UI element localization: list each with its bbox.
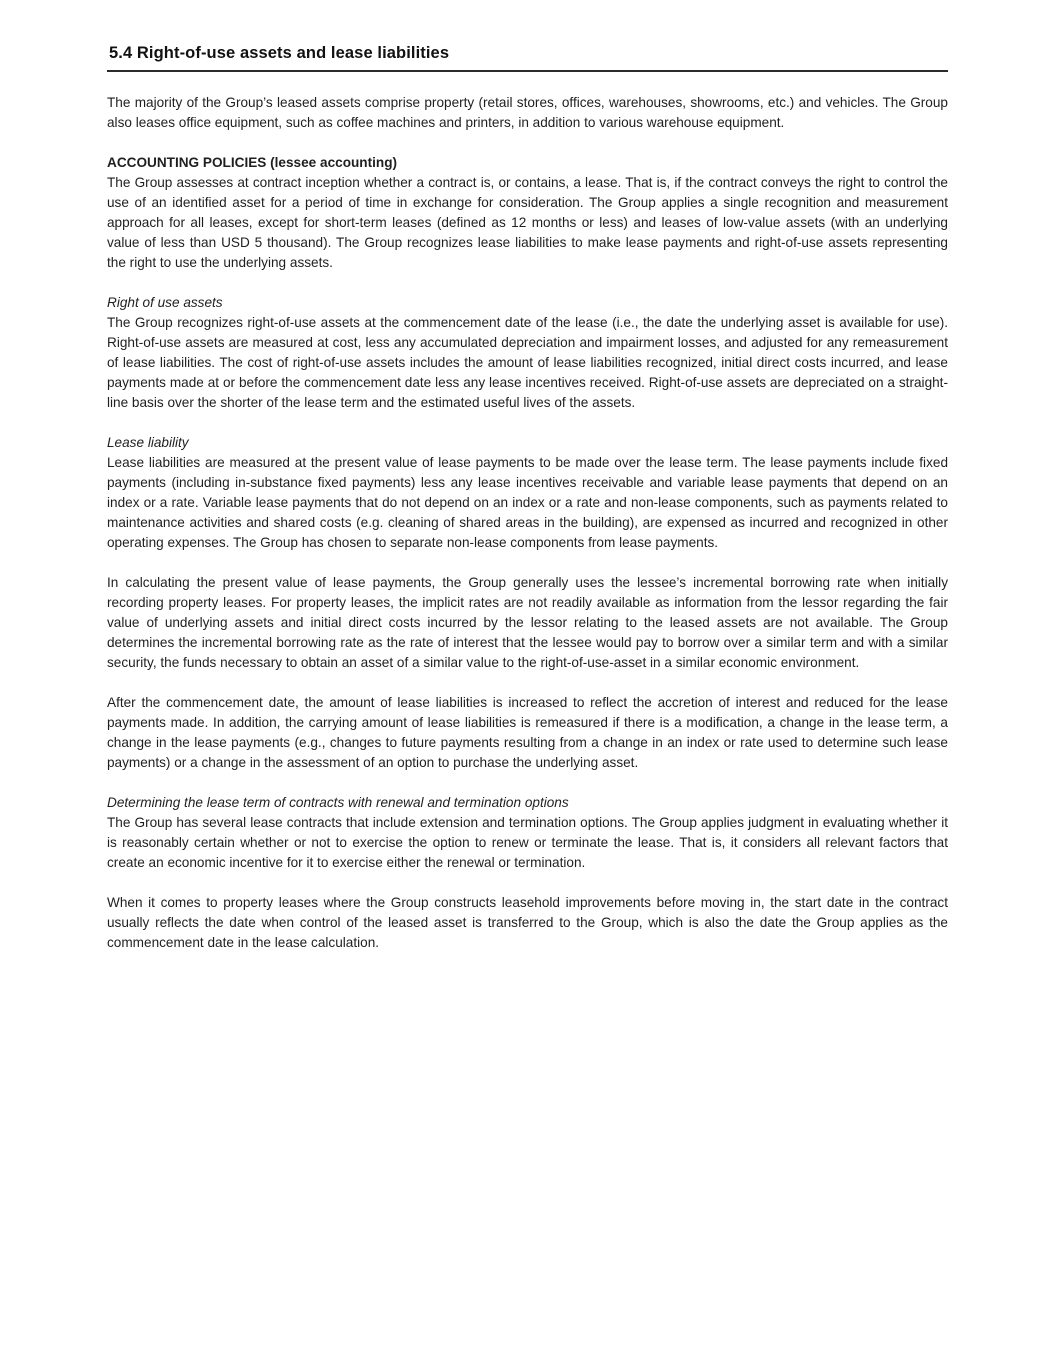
section-lease-liability (107, 433, 948, 773)
lease-liability-paragraph-1: Lease liabilities are measured at the present value of lease payments to be made over the lease term. The lease payments include fixed payments (including in-substance fixed payments) less any lease incentives receivable and variable lease payments that depend on an index or a rate. Variable lease payments that do not depend on an index or a rate and non-lease components, such as payments related to maintenance activities and shared costs (e.g. cleaning of shared areas in the building), are expensed as incurred and recognized in other operating expenses. The Group has chosen to separate non-lease components from lease payments. (107, 455, 948, 550)
intro-paragraph: The majority of the Group’s leased assets comprise property (retail stores, offices, warehouses, showrooms, etc.) and vehicles. The Group also leases office equipment, such as coffee machines and printers, in addition to various warehouse equipment. (107, 95, 948, 130)
determining-lease-term-paragraph-2: When it comes to property leases where the Group constructs leasehold improvements before moving in, the start date in the contract usually reflects the date when control of the leased asset is transferred to the Group, which is also the date the Group applies as the commencement date in the lease calculation. (107, 895, 948, 950)
lease-liability-paragraph-2: In calculating the present value of lease payments, the Group generally uses the lessee’s incremental borrowing rate when initially recording property leases. For property leases, the implicit rates are not readily available as information from the lessor regarding the fair value of underlying assets and initial direct costs incurred by the lessor relating to the leased assets are not available. The Group determines the incremental borrowing rate as the rate of interest that the lessee would pay to borrow over a similar term and with a similar security, the funds necessary to obtain an asset of a similar value to the right-of-use-asset in a similar economic environment. (107, 575, 948, 670)
section-right-of-use-assets (107, 293, 948, 413)
lease-liability-heading: Lease liability (107, 435, 189, 450)
right-of-use-assets-paragraph: The Group recognizes right-of-use assets at the commencement date of the lease (i.e., the date the underlying asset is available for use). Right-of-use assets are measured at cost, less any accumulated depreciation and impairment losses, and adjusted for any remeasurement of lease liabilities. The cost of right-of-use assets includes the amount of lease liabilities recognized, initial direct costs incurred, and lease payments made at or before the commencement date less any lease incentives received. Right-of-use assets are depreciated on a straight-line basis over the shorter of the lease term and the estimated useful lives of the assets. (107, 315, 948, 410)
section-determining-lease-term (107, 793, 948, 953)
right-of-use-assets-heading: Right of use assets (107, 295, 223, 310)
determining-lease-term-heading: Determining the lease term of contracts with renewal and termination options (107, 795, 569, 810)
accounting-policies-heading: ACCOUNTING POLICIES (lessee accounting) (107, 155, 398, 170)
document-body (107, 93, 948, 953)
lease-liability-paragraph-3: After the commencement date, the amount of lease liabilities is increased to reflect the accretion of interest and reduced for the lease payments made. In addition, the carrying amount of lease liabilities is remeasured if there is a modification, a change in the lease term, a change in the lease payments (e.g., changes to future payments resulting from a change in an index or rate used to determine such lease payments) or a change in the assessment of an option to purchase the underlying asset. (107, 695, 948, 770)
accounting-policies-paragraph: The Group assesses at contract inception whether a contract is, or contains, a lease. That is, if the contract conveys the right to control the use of an identified asset for a period of time in exchange for consideration. The Group applies a single recognition and measurement approach for all leases, except for short-term leases (defined as 12 months or less) and leases of low-value assets (with an underlying value of less than USD 5 thousand). The Group recognizes lease liabilities to make lease payments and right-of-use assets representing the right to use the underlying assets. (107, 175, 948, 270)
determining-lease-term-paragraph-1: The Group has several lease contracts that include extension and termination options. The Group applies judgment in evaluating whether it is reasonably certain whether or not to exercise the option to renew or terminate the lease. That is, it considers all relevant factors that create an economic incentive for it to exercise either the renewal or termination. (107, 815, 948, 870)
page-title: 5.4 Right-of-use assets and lease liabilities (107, 44, 948, 72)
section-accounting-policies (107, 153, 948, 273)
